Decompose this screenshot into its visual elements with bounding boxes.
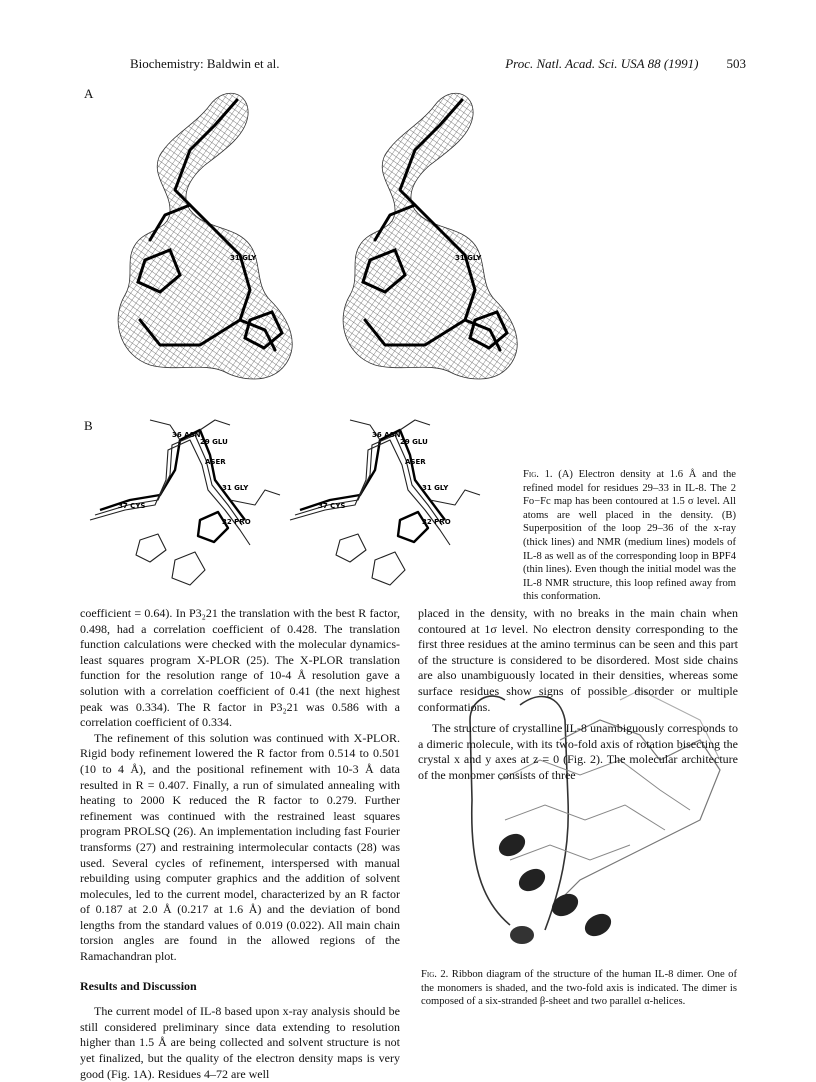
- superposition-left: [90, 420, 280, 585]
- label-32pro-right: 32 PRO: [422, 518, 451, 526]
- label-36asn-right: 36 ASN: [372, 431, 401, 439]
- label-37cys-left: 37 CYS: [118, 502, 146, 510]
- page-number: 503: [726, 56, 746, 71]
- electron-density-right: [343, 93, 517, 379]
- right-paragraph-1: placed in the density, with no breaks in the main chain when contoured at 1σ level. No electron density corresponding to the first three residues at the amino terminus can be seen and this part of the structure is considered to be disordered. Most side chains are also unambiguously located in their densities, whereas some surface residues show signs of possible disorder or multiple conformations.: [418, 606, 738, 714]
- left-paragraph-2: The refinement of this solution was continued with X-PLOR. Rigid body refinement lowered the R factor from 0.514 to 0.501 (10 to 4 Å), and the positional refinement with 10-3 Å data resulted in R = 0.407. Finally, a run of simulated annealing with heating to 2000 K reduced the R factor to 0.279. Further refinement was continued with the restrained least squares program PROLSQ (26). An implementation including fast Fourier transforms (27) and restraining intermolecular contacts (28) was used. Several cycles of refinement, interspersed with manual rebuilding using computer graphics and the addition of solvent molecules, led to the current model, characterized by an R factor of 0.187 at 2.0 Å (0.217 at 1.6 Å) and the deviation of bond lengths from the standard values of 0.019 (0.022). All main chain torsion angles are found in the allowed regions of the Ramachandran plot.: [80, 730, 400, 964]
- label-32pro-left: 32 PRO: [222, 518, 251, 526]
- residue-label-31gly-a-left: 31 GLY: [230, 254, 257, 262]
- label-37cys-right: 37 CYS: [318, 502, 346, 510]
- label-31gly-right: 31 GLY: [422, 484, 449, 492]
- label-29glu-left: 29 GLU: [200, 438, 228, 446]
- figure1-panel-a-label: A: [84, 86, 94, 101]
- superposition-right: [290, 420, 480, 585]
- figure2-caption: [421, 968, 737, 1009]
- residue-label-31gly-a-right: 31 GLY: [455, 254, 482, 262]
- label-aser-right: ASER: [405, 458, 426, 466]
- figure2-caption-body: Ribbon diagram of the structure of the human IL-8 dimer. One of the monomers is shaded, and the two-fold axis is indicated. The dimer is composed of a six-stranded β-sheet and two parallel α-helices.: [421, 969, 737, 1008]
- journal-name: Proc. Natl. Acad. Sci. USA 88 (1991): [505, 56, 699, 71]
- electron-density-left: [118, 93, 292, 379]
- label-31gly-left: 31 GLY: [222, 484, 249, 492]
- left-column: [80, 606, 400, 1082]
- figure1-caption-lead: Fig. 1.: [523, 469, 553, 480]
- right-column: [418, 606, 738, 784]
- left-paragraph-1: coefficient = 0.64). In P3₂21 the translation with the best R factor, 0.498, had a correlation coefficient of 0.428. The translation function calculations were checked with the molecular dynamics-least squares program X-PLOR (25). The X-PLOR translation function for the resolution range of 10-4 Å resolution gave a solution with a correlation coefficient of 0.41 (the next highest peak was 0.334). The R factor in P3₂21 was 0.586 with a correlation coefficient of 0.334.: [80, 606, 400, 730]
- label-aser-left: ASER: [205, 458, 226, 466]
- right-paragraph-2: The structure of crystalline IL-8 unambiguously corresponds to a dimeric molecule, with its two-fold axis of rotation bisecting the crystal x and y axes at z = 0 (Fig. 2). The molecular architecture of the monomer consists of three: [418, 721, 738, 782]
- label-29glu-right: 29 GLU: [400, 438, 428, 446]
- figure2-caption-lead: Fig. 2.: [421, 969, 449, 980]
- label-36asn-left: 36 ASN: [172, 431, 201, 439]
- figure1-caption: [523, 468, 736, 604]
- figure1-caption-body: (A) Electron density at 1.6 Å and the refined model for residues 29–33 in IL-8. The 2 Fo−Fc map has been contoured at 1.5 σ level. All atoms are well placed in the density. (B) Superposition of the loop 29–36 of the x-ray (thick lines) and NMR (medium lines) models of IL-8 as well as of the corresponding loop in BPF4 (thin lines). Even though the initial model was the IL-8 NMR structure, this loop refined away from this conformation.: [523, 469, 736, 603]
- left-paragraph-3: The current model of IL-8 based upon x-ray analysis should be still considered preliminary since data extending to resolution higher than 1.5 Å are being collected and solvent structure is not yet finalized, but the quality of the electron density maps is very good (Fig. 1A). Residues 4–72 are well: [80, 1004, 400, 1081]
- figure1-panel-b-label: B: [84, 418, 93, 433]
- running-header-authors: Biochemistry: Baldwin et al.: [130, 56, 280, 71]
- section-heading-results: Results and Discussion: [80, 978, 197, 993]
